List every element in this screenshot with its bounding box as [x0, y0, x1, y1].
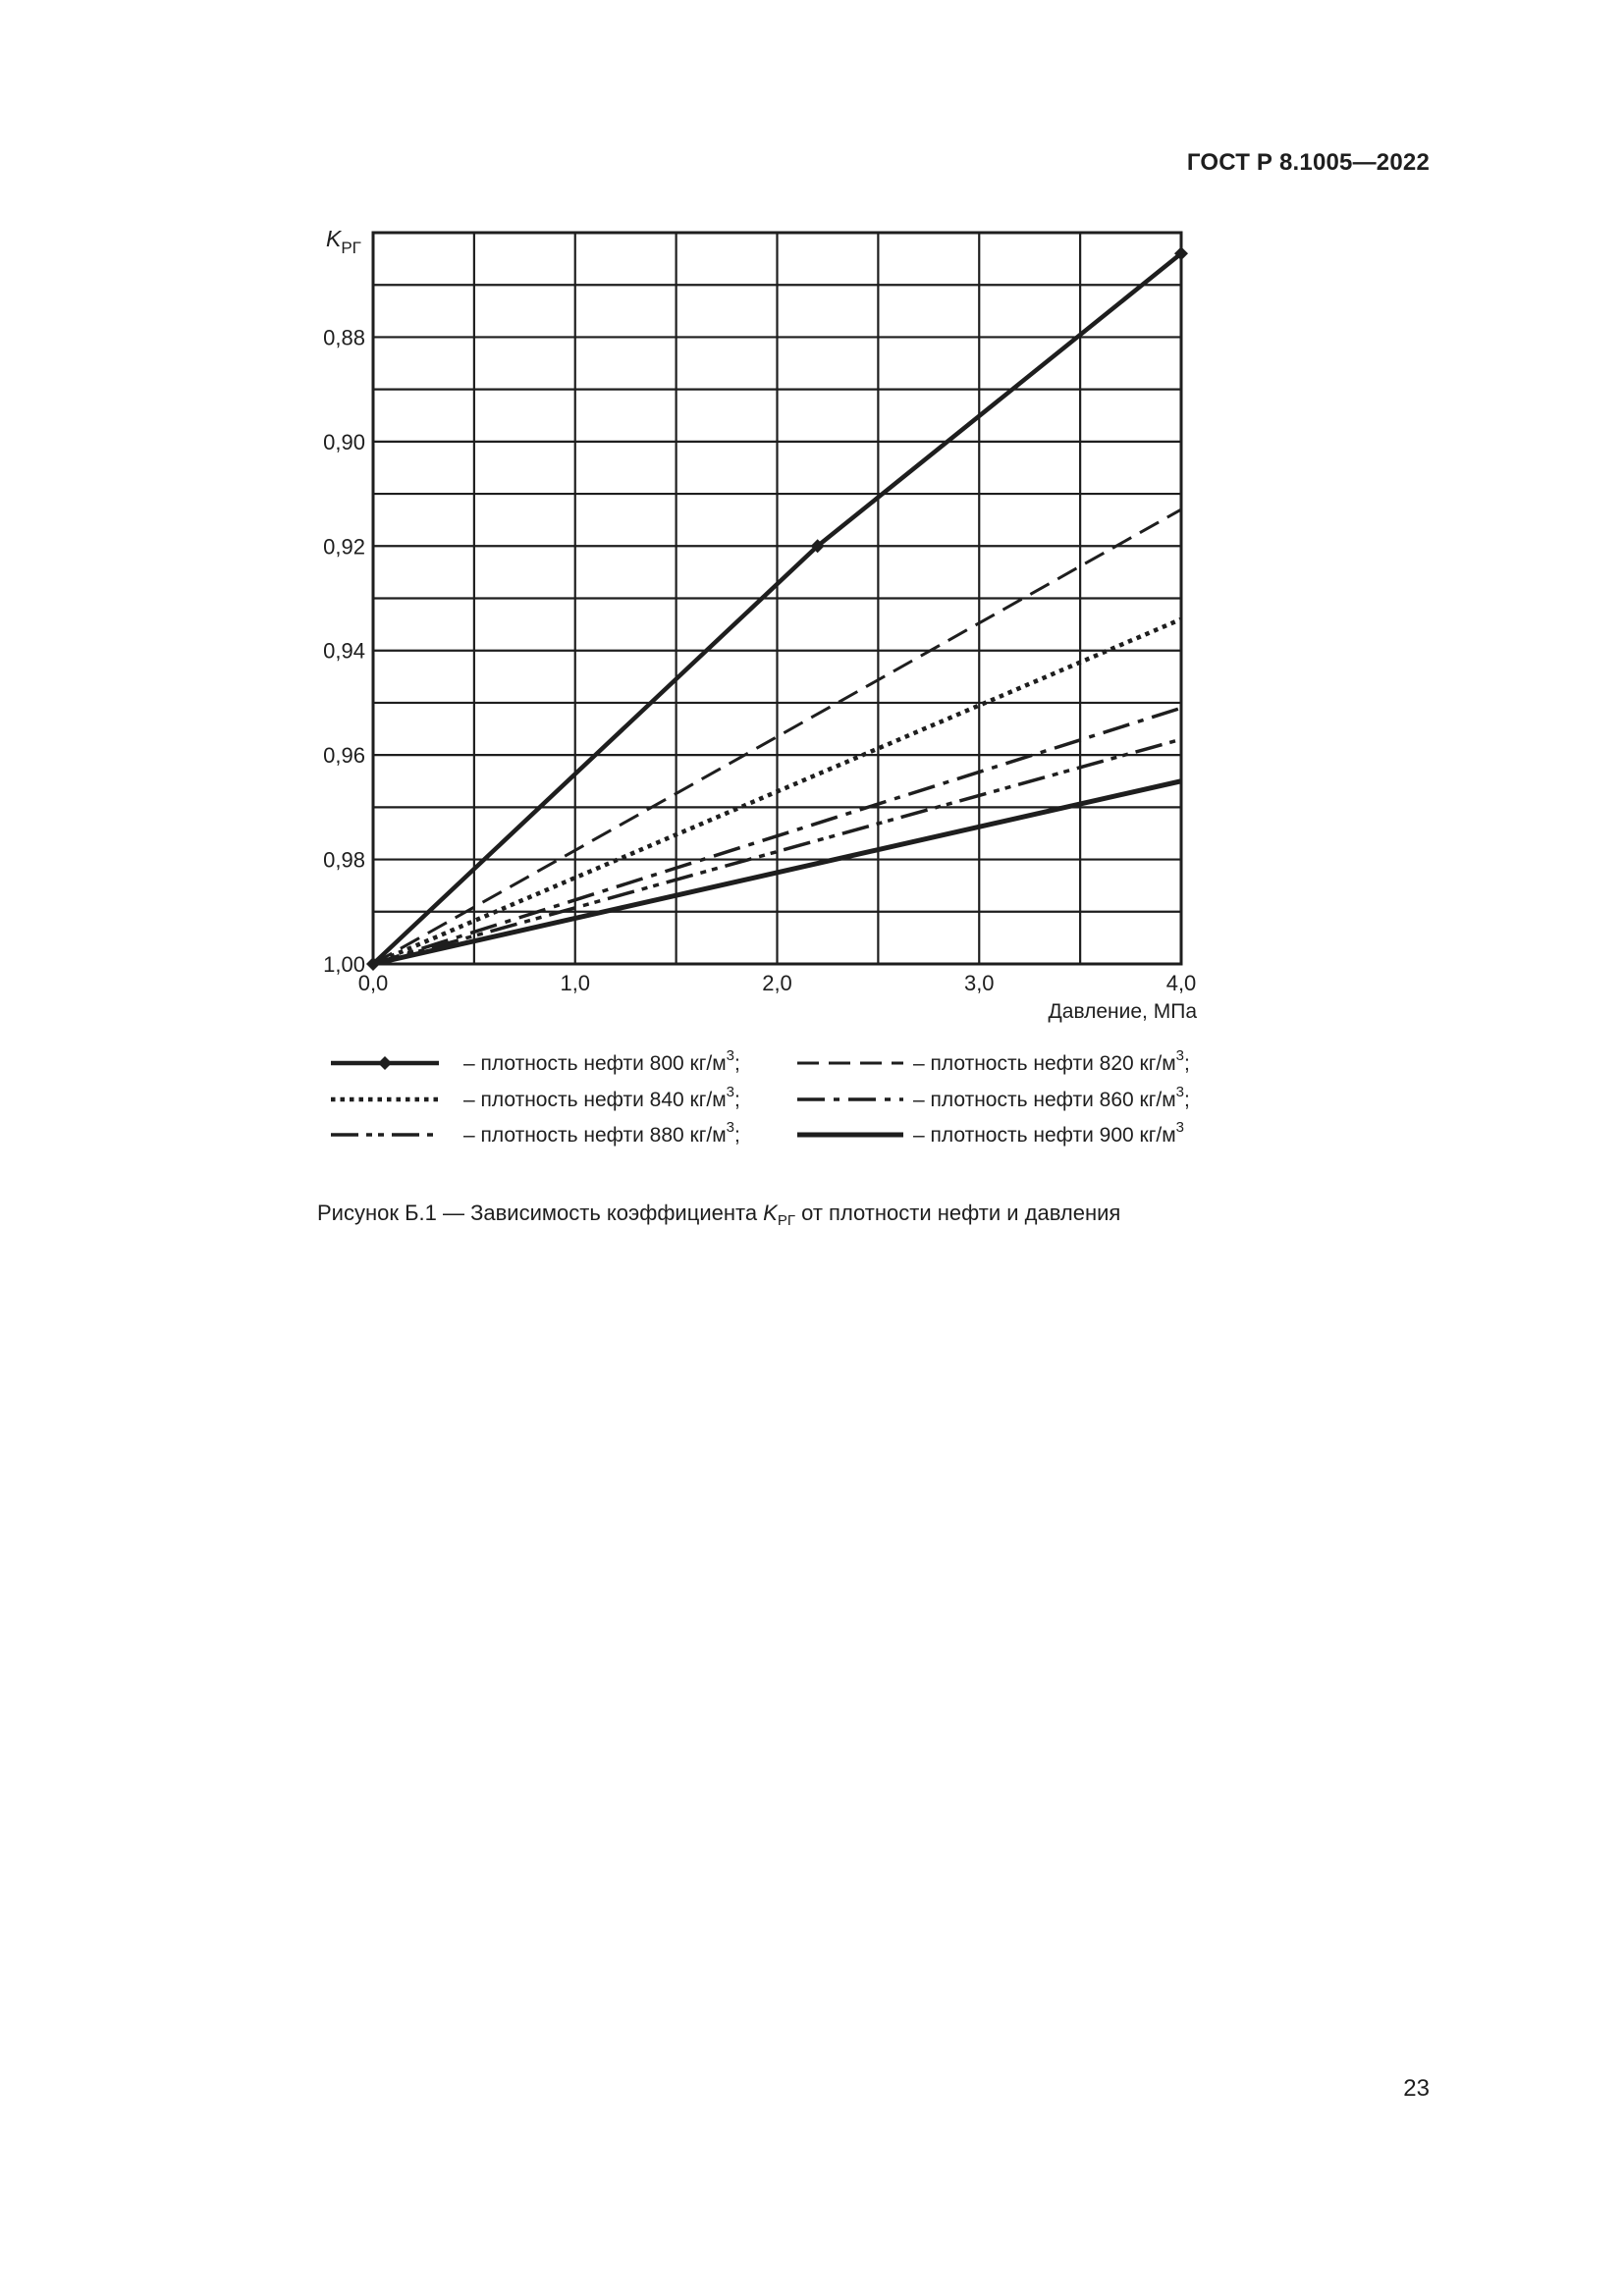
x-tick-label: 0,0	[357, 971, 389, 995]
x-tick-label: 3,0	[963, 971, 995, 995]
chart-grid	[373, 233, 1181, 964]
y-tick-label: 0,92	[323, 534, 365, 560]
figure-caption	[317, 1201, 1121, 1229]
legend-label-860: – плотность нефти 860 $кг/м^3$;	[913, 1084, 1190, 1111]
page-number: 23	[1403, 2075, 1430, 2102]
y-axis-label: $K_{РГ}$	[326, 226, 361, 257]
legend-label-880: – плотность нефти 880 $кг/м^3$;	[463, 1119, 740, 1147]
x-tick-label: 4,0	[1165, 971, 1197, 995]
chart-legend	[331, 1047, 1190, 1147]
legend-label-800: – плотность нефти 800 $кг/м^3$;	[463, 1047, 740, 1075]
y-tick-label: 0,98	[323, 847, 365, 873]
caption-symbol: K	[763, 1201, 778, 1225]
y-tick-label: 0,88	[323, 325, 365, 350]
legend-label-840: – плотность нефти 840 $кг/м^3$;	[463, 1084, 740, 1111]
x-tick-label: 2,0	[762, 971, 792, 995]
x-axis-label: Давление, МПа	[1048, 1000, 1197, 1023]
y-tick-label: 0,96	[323, 743, 365, 769]
x-tick-label: 1,0	[560, 971, 591, 995]
y-tick-label: 1,00	[323, 952, 365, 977]
caption-prefix: Рисунок Б.1 — Зависимость коэффициента	[317, 1201, 764, 1225]
caption-symbol-sub: РГ	[777, 1212, 795, 1229]
data-point-marker	[378, 1056, 392, 1070]
caption-suffix: от плотности нефти и давления	[795, 1201, 1121, 1225]
legend-label-900: – плотность нефти 900 $кг/м^3$	[913, 1119, 1184, 1147]
y-axis-ticks	[323, 325, 365, 977]
legend-label-820: – плотность нефти 820 $кг/м^3$;	[913, 1047, 1190, 1075]
document-header: ГОСТ Р 8.1005—2022	[1186, 149, 1430, 176]
x-axis-ticks	[358, 971, 1197, 995]
y-tick-label: 0,94	[323, 638, 365, 664]
y-tick-label: 0,90	[323, 429, 365, 454]
